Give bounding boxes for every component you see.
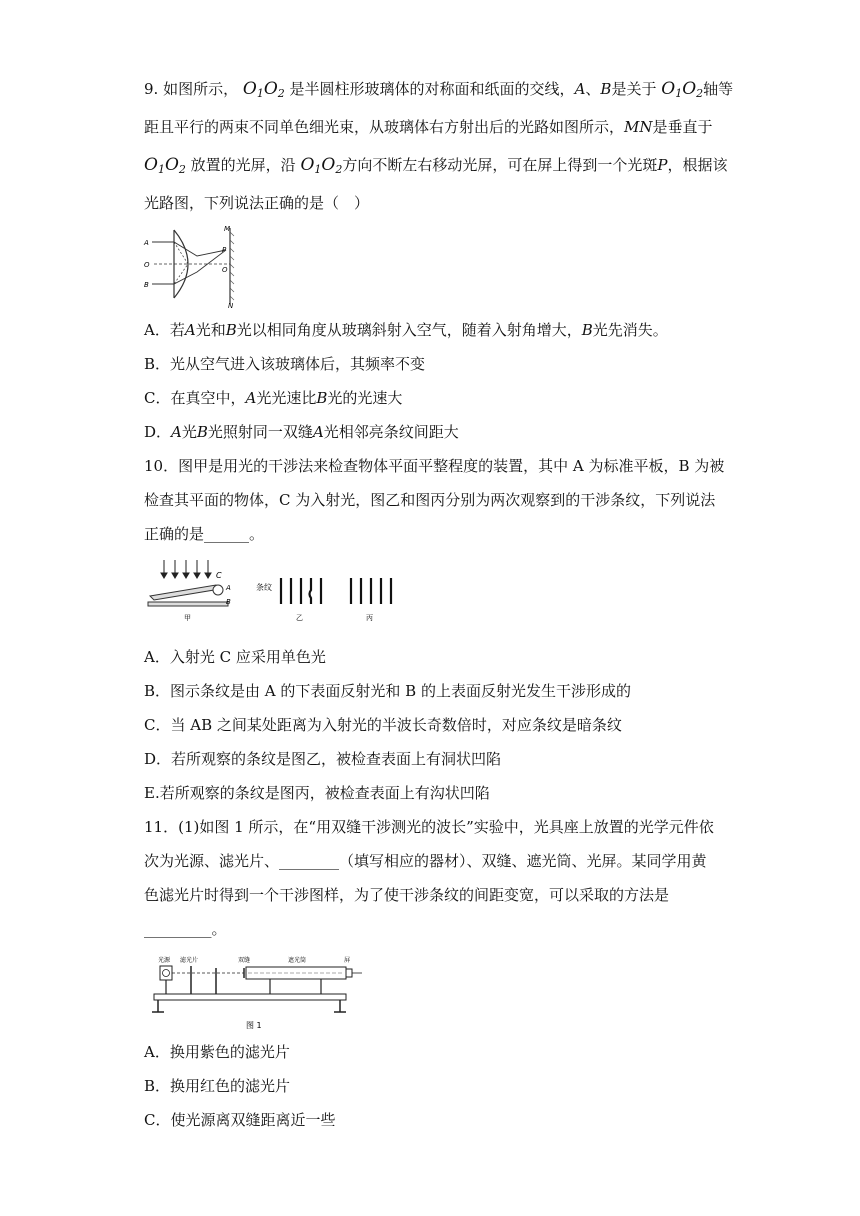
axis-o1o2: $O_1O_2$ (144, 155, 186, 176)
label-N: N (228, 302, 234, 310)
label-A: A (144, 239, 149, 247)
label-jia: 甲 (184, 614, 191, 622)
q9-line-4: 光路图，下列说法正确的是（ ） (144, 194, 370, 212)
question-number: 9. (144, 80, 159, 98)
label-O2: O (222, 266, 228, 274)
q9-option-d: D．A光B光照射同一双缝A光相邻亮条纹间距大 (144, 423, 459, 441)
q10-option-e: E.若所观察的条纹是图丙，被检查表面上有沟状凹陷 (144, 784, 490, 802)
q9-line-1: 9. 如图所示， $O_1O_2$ 是半圆柱形玻璃体的对称面和纸面的交线，A、B是关于 $O_1O_2$轴等 (144, 79, 734, 100)
label-B: B (144, 281, 149, 289)
label-A: A (226, 584, 231, 592)
q10-line-3: 正确的是______。 (144, 525, 265, 543)
q10-line-2: 检查其平面的物体，C 为入射光，图乙和图丙分别为两次观察到的干涉条纹，下列说法 (144, 491, 716, 509)
q11-line-4: _________。 (144, 920, 227, 938)
q9-line-3: $O_1O_2$ 放置的光屏，沿 $O_1O_2$方向不断左右移动光屏，可在屏上得到一个光斑P，根据该 (144, 155, 728, 176)
label-tiaowen: 条纹 (256, 583, 272, 592)
q9-optics-figure (142, 222, 242, 310)
q10-option-d: D．若所观察的条纹是图乙，被检查表面上有洞状凹陷 (144, 750, 502, 768)
axis-o1o2: $O_1O_2$ (300, 155, 343, 176)
q11-line-2: 次为光源、滤光片、________（填写相应的器材）、双缝、遮光筒、光屏。某同学用黄 (144, 852, 707, 870)
q9-option-c: C．在真空中，A光光速比B光的光速大 (144, 389, 403, 407)
q9-option-a: A．若A光和B光以相同角度从玻璃斜射入空气，随着入射角增大，B光先消失。 (144, 321, 668, 339)
q10-interference-figure (146, 556, 416, 626)
label-bing: 丙 (366, 614, 373, 622)
q11-option-b: B．换用红色的滤光片 (144, 1077, 291, 1095)
q11-line-1: 11．(1)如图 1 所示，在“用双缝干涉测光的波长”实验中，光具座上放置的光学元件依 (144, 818, 714, 836)
label-screen: 屏 (344, 957, 351, 964)
q10-line-1: 10．图甲是用光的干涉法来检查物体平面平整程度的装置，其中 A 为标准平板，B 为被 (144, 457, 725, 475)
label-tube: 遮光筒 (288, 957, 307, 964)
q11-optical-bench-figure (146, 952, 372, 1034)
label-P: P (222, 246, 227, 254)
label-double-slit: 双缝 (238, 957, 251, 964)
label-yi: 乙 (296, 614, 303, 622)
axis-o1o2: $O_1O_2$ (661, 79, 704, 100)
q11-line-3: 色滤光片时得到一个干涉图样，为了使干涉条纹的间距变宽，可以采取的方法是 (144, 886, 670, 904)
label-M: M (224, 225, 231, 233)
label-filter: 滤光片 (180, 957, 199, 964)
q9-line-2: 距且平行的两束不同单色细光束，从玻璃体右方射出后的光路如图所示，MN是垂直于 (144, 118, 713, 136)
label-light-source: 光源 (158, 957, 171, 964)
q9-option-b: B．光从空气进入该玻璃体后，其频率不变 (144, 355, 426, 373)
q10-option-b: B．图示条纹是由 A 的下表面反射光和 B 的上表面反射光发生干涉形成的 (144, 682, 631, 700)
q10-option-a: A．入射光 C 应采用单色光 (144, 648, 326, 666)
q11-option-c: C．使光源离双缝距离近一些 (144, 1111, 336, 1129)
label-O1: O (144, 261, 150, 269)
label-C: C (216, 571, 222, 580)
q11-option-a: A．换用紫色的滤光片 (144, 1043, 290, 1061)
q10-option-c: C．当 AB 之间某处距离为入射光的半波长奇数倍时，对应条纹是暗条纹 (144, 716, 622, 734)
label-B: B (226, 598, 231, 606)
figure-caption: 图 1 (246, 1021, 262, 1030)
axis-o1o2: $O_1O_2$ (242, 79, 285, 100)
